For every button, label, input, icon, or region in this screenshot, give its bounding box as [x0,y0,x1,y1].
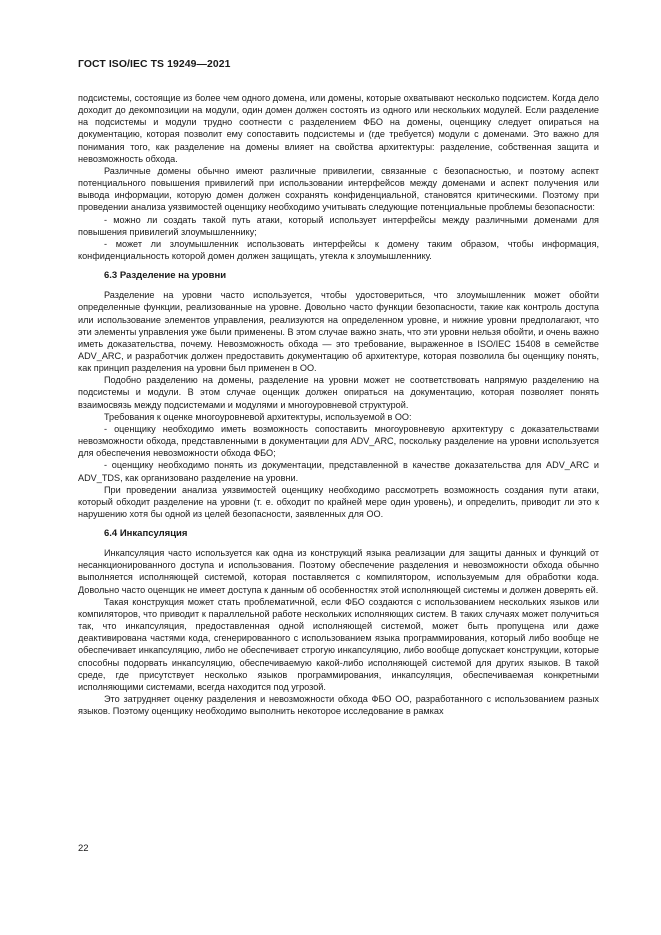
paragraph: При проведении анализа уязвимостей оценщику необходимо рассмотреть возможность создания пути атаки, который обходит разделение на уровни (т. е. обходит по крайней мере один уровень), и определить, приводит ли это к нарушению хотя бы одной из целей безопасности, заявленных для ОО. [78,484,599,519]
paragraph: Подобно разделению на домены, разделение на уровни может не соответствовать напрямую разделению на подсистемы и модули. В этом случае оценщик должен опираться на документацию, которая позволяет понять взаимосвязь между подсистемами и модулями и многоуровневой структурой. [78,375,599,410]
running-header: ГОСТ ISO/IEC TS 19249—2021 [78,59,231,70]
paragraph: Разделение на уровни часто используется, чтобы удостовериться, что злоумышленник может обойти определенные функции, реализованные на уровне. Довольно часто функции безопасности, такие как контроль доступа или использование элементов управления, реализуются на определенном уровне, и нижние уровни предполагают, что эти элементы управления уже были применены. В этом случае важно знать, что эти уровни нельзя обойти, и очень важно иметь доказательства, почему. Невозможность обхода — это требование, выраженное в ISO/IEC 15408 в семействе ADV_ARC, и разработчик должен предоставить документацию об архитектуре, которая позволила бы оценщику понять, как принцип разделения на уровни был применен в ОО. [78,290,599,374]
section-heading-6-4: 6.4 Инкапсуляция [104,528,188,540]
paragraph: Требования к оценке многоуровневой архитектуры, используемой в ОО: [104,411,412,422]
paragraph: Такая конструкция может стать проблематичной, если ФБО создаются с использованием нескольких языков или компиляторов, что приводит к параллельной работе нескольких исполняющих систем. В таких случаях может получиться так, что инкапсуляция, предоставленная одной исполняющей системой, может быть пропущена или даже деактивирована частями кода, сгенерированного с использованием языка программирования, который либо вообще не обеспечивает инкапсуляцию, либо не обеспечивает строгую инкапсуляцию, либо вообще допускает конструкции, которые способны подорвать инкапсуляцию, обеспечиваемую какой-либо исполняющей системой для других языков. В такой среде, где присутствует несколько языков программирования, инкапсуляция, обеспечиваемая конкретными исполняющими системами, всегда находится под угрозой. [78,596,599,692]
paragraph: Инкапсуляция часто используется как одна из конструкций языка реализации для защиты данных и функций от несанкционированного доступа и использования. Поэтому обеспечение разделения и невозможности обхода обычно выполняется исполняющей системой, которая поставляется с компилятором, используемым для обработки кода. Довольно часто оценщик не имеет доступа к данным об особенностях этой исполняющей системы и должен доверять ей. [78,548,599,595]
page-number: 22 [78,843,89,854]
document-body [78,92,599,717]
paragraph: Это затрудняет оценку разделения и невозможности обхода ФБО ОО, разработанного с использованием разных языков. Поэтому оценщику необходимо выполнить некоторое исследование в рамках [78,694,599,717]
list-item: - может ли злоумышленник использовать интерфейсы к домену таким образом, чтобы информация, конфиденциальность которой домен должен защищать, утекла к злоумышленнику. [78,238,599,262]
paragraph: подсистемы, состоящие из более чем одного домена, или домены, которые охватывают несколько подсистем. Когда дело доходит до декомпозиции на модули, один домен должен состоять из одного или нескольких модулей. Если разделение на подсистемы и модули трудно соотнести с разделением ФБО на домены, оценщику следует опираться на документацию, которая позволит ему сопоставить подсистемы и (где требуется) модули с доменами. Это важно для понимания того, как разделение на домены влияет на свойства архитектуры: разделение, собственная защита и невозможность обхода. [78,93,599,164]
section-heading-6-3: 6.3 Разделение на уровни [104,270,227,282]
list-item: - можно ли создать такой путь атаки, который использует интерфейсы между различными доменами для повышения привилегий злоумышленнику; [78,214,599,237]
list-item: - оценщику необходимо понять из документации, представленной в качестве доказательства для ADV_ARC и ADV_TDS, как организовано разделение на уровни. [78,460,599,483]
list-item: - оценщику необходимо иметь возможность сопоставить многоуровневую архитектуру с доказательствами невозможности обхода, представленными в документации для ADV_ARC, поскольку разделение на уровни используется для обеспечения невозможности обхода ФБО; [78,423,599,459]
paragraph: Различные домены обычно имеют различные привилегии, связанные с безопасностью, и поэтому аспект потенциального повышения привилегий при использовании интерфейсов между доменами и аспект получения или вывода информации, которую домен должен сохранять конфиденциальной, становятся критическими. Поэтому при проведении анализа уязвимостей оценщику необходимо учитывать следующие потенциальные проблемы безопасности: [78,165,599,213]
